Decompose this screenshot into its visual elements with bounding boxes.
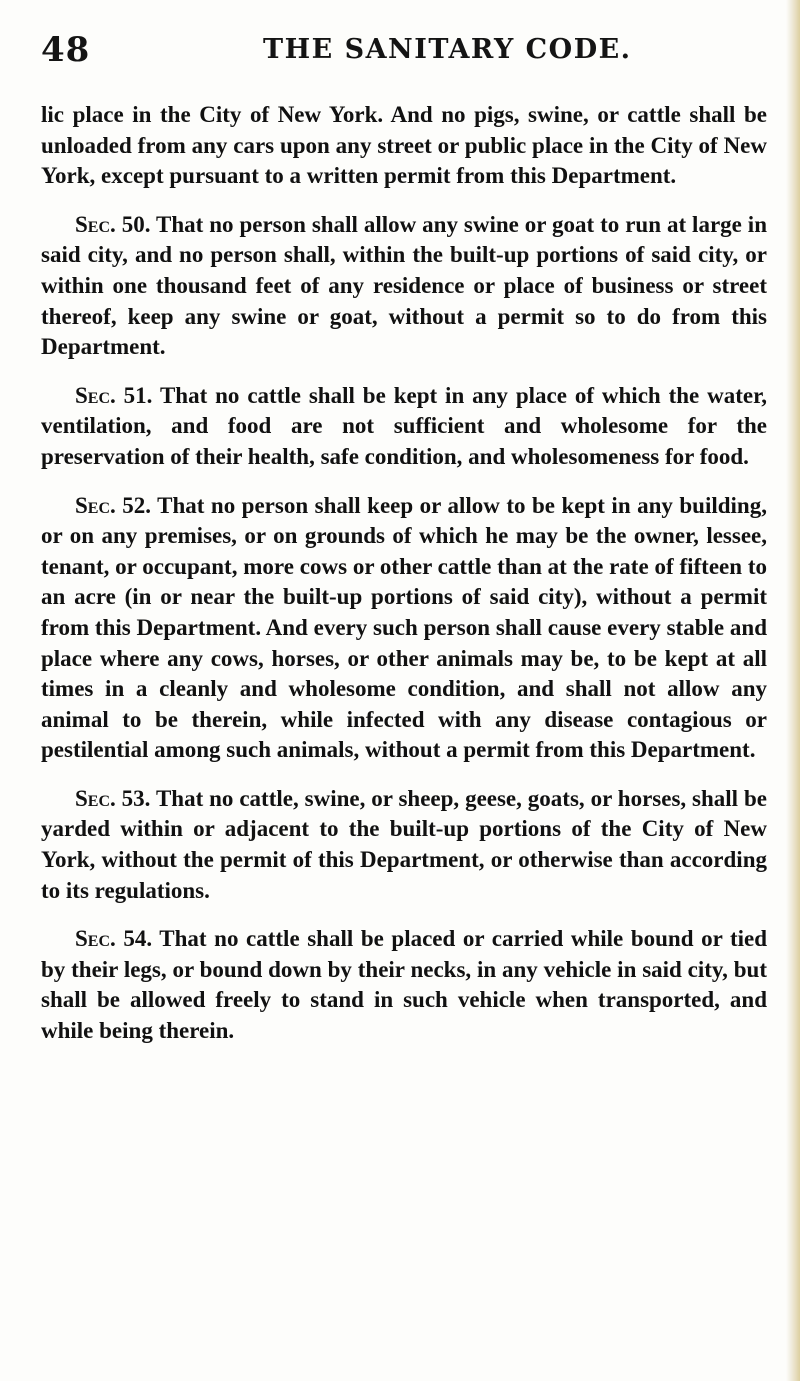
running-title: THE SANITARY CODE. (263, 34, 632, 65)
section-text: That no cattle, swine, or sheep, geese, goats, or horses, shall be yarded within or adjacent to the built-up portions of the City of New York, without the permit of this Department, or otherwise than according to its regulations. (41, 785, 767, 903)
section-51 (41, 381, 767, 473)
section-text: That no person shall keep or allow to be kept in any building, or on any premises, or on grounds of which he may be the owner, lessee, tenant, or occupant, more cows or other cattle than at the rate of fifteen to an acre (in or near the built-up portions of said city), without a permit from this Department. And every such person shall cause every stable and place where any cows, horses, or other animals may be, to be kept at all times in a cleanly and wholesome condition, and shall not allow any animal to be therein, while infected with any disease contagious or pestilential among such animals, without a permit from this Department. (41, 492, 767, 763)
paragraph-text: lic place in the City of New York. And no pigs, swine, or cattle shall be unloaded from any cars upon any street or public place in the City of New York, except pursuant to a written permit from this Department. (41, 102, 767, 189)
paragraph-continuation (41, 100, 767, 192)
section-53 (41, 784, 767, 906)
section-text: That no cattle shall be placed or carried while bound or tied by their legs, or bound down by their necks, in any vehicle in said city, but shall be allowed freely to stand in such vehicle when transported, and while being therein. (41, 926, 767, 1044)
section-52 (41, 491, 767, 766)
section-label: Sec. 53. (75, 785, 151, 811)
section-label: Sec. 52. (75, 492, 152, 518)
page-number: 48 (41, 30, 91, 70)
page-edge (786, 0, 800, 1381)
section-54 (41, 924, 767, 1046)
section-text: That no cattle shall be kept in any place of which the water, ventilation, and food are not sufficient and wholesome for the preservation of their health, safe condition, and wholesomeness for food. (41, 382, 767, 469)
section-text: That no person shall allow any swine or goat to run at large in said city, and no person shall, within the built-up portions of said city, or within one thousand feet of any residence or place of business or street thereof, keep any swine or goat, without a permit so to do from this Department. (41, 211, 767, 360)
section-label: Sec. 50. (75, 211, 151, 237)
page-header (41, 30, 781, 70)
section-label: Sec. 54. (75, 926, 153, 952)
section-label: Sec. 51. (75, 382, 153, 408)
section-50 (41, 210, 767, 363)
body-text (41, 100, 767, 1065)
